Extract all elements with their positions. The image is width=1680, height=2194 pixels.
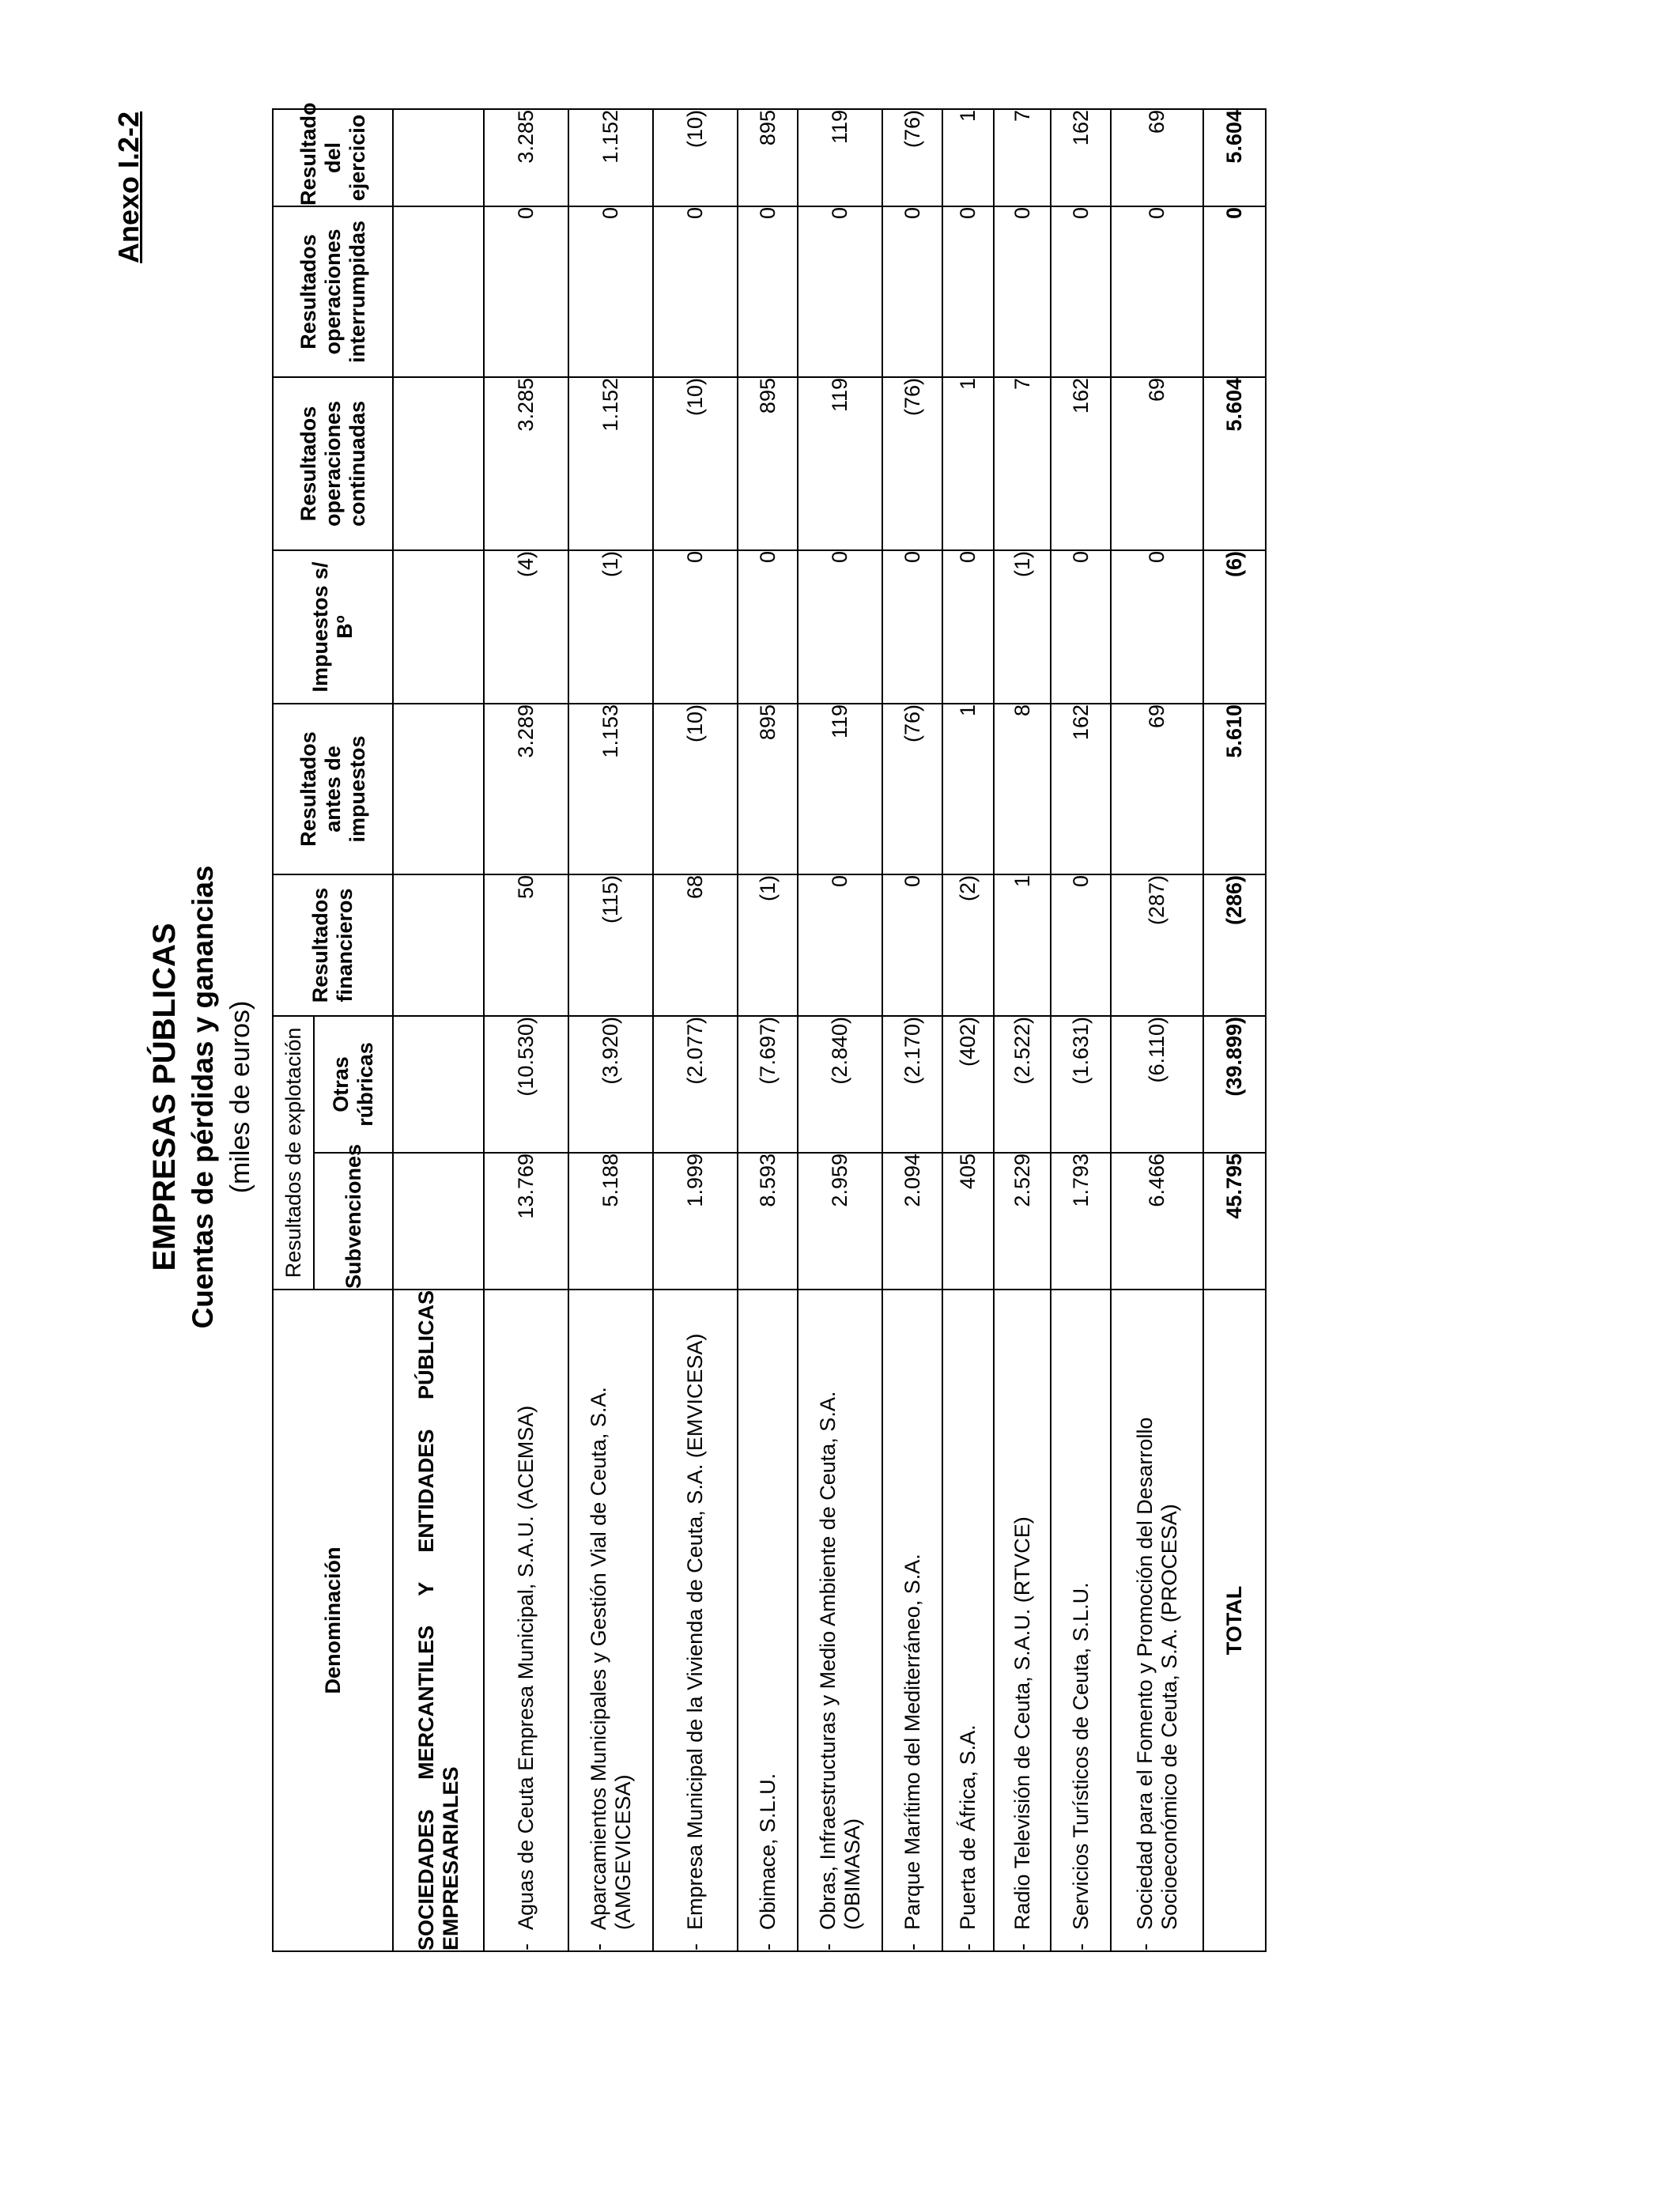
row-denominacion <box>994 1290 1051 1951</box>
cell-subvenciones: 6.466 <box>1111 1153 1203 1290</box>
cell-antes: 1 <box>942 704 994 874</box>
company-name: Radio Televisión de Ceuta, S.A.U. (RTVCE) <box>1010 1516 1034 1930</box>
cell-otras: (6.110) <box>1111 1016 1203 1153</box>
table-row <box>738 109 798 1951</box>
header-impuestos: Impuestos s/ Bº <box>273 550 393 704</box>
header-explotacion-group: Resultados de explotación <box>273 1016 314 1290</box>
table-row <box>568 109 653 1951</box>
total-impuestos: (6) <box>1203 550 1266 704</box>
cell-subvenciones: 405 <box>942 1153 994 1290</box>
total-interrumpidas: 0 <box>1203 206 1266 377</box>
cell-antes: 162 <box>1051 704 1111 874</box>
table-row <box>1111 109 1203 1951</box>
cell-subvenciones: 2.959 <box>798 1153 882 1290</box>
row-denominacion <box>653 1290 738 1951</box>
cell-interrumpidas: 0 <box>1111 206 1203 377</box>
page-title: EMPRESAS PÚBLICAS <box>147 923 182 1271</box>
cell-otras: (2.840) <box>798 1016 882 1153</box>
cell-impuestos: 0 <box>653 550 738 704</box>
cell-continuadas: 1.152 <box>568 377 653 550</box>
cell-continuadas: 7 <box>994 377 1051 550</box>
table-row <box>484 109 568 1951</box>
company-name: Obras, Infraestructuras y Medio Ambiente de Ceuta, S.A. (OBIMASA) <box>815 1391 864 1930</box>
page-subtitle: Cuentas de pérdidas y ganancias <box>187 865 219 1329</box>
company-name: Servicios Turísticos de Ceuta, S.L.U. <box>1068 1582 1093 1930</box>
cell-ejercicio: 162 <box>1051 109 1111 206</box>
cell-financieros: 0 <box>798 874 882 1016</box>
row-denominacion <box>738 1290 798 1951</box>
company-name: Empresa Municipal de la Vivienda de Ceuta, S.A. (EMVICESA) <box>683 1333 707 1930</box>
cell-impuestos: (4) <box>484 550 568 704</box>
row-denominacion <box>798 1290 882 1951</box>
cell-subvenciones: 2.094 <box>882 1153 942 1290</box>
cell-impuestos: 0 <box>798 550 882 704</box>
section-row <box>393 109 484 1951</box>
cell-otras: (402) <box>942 1016 994 1153</box>
cell-financieros: 50 <box>484 874 568 1016</box>
total-otras: (39.899) <box>1203 1016 1266 1153</box>
cell-impuestos: 0 <box>942 550 994 704</box>
units-label: (miles de euros) <box>225 1000 255 1194</box>
list-dash: - <box>900 1943 924 1950</box>
cell-continuadas: 162 <box>1051 377 1111 550</box>
cell-financieros: 0 <box>1051 874 1111 1016</box>
cell-ejercicio: (76) <box>882 109 942 206</box>
cell-otras: (10.530) <box>484 1016 568 1153</box>
cell-otras: (2.170) <box>882 1016 942 1153</box>
cell-ejercicio: 1.152 <box>568 109 653 206</box>
cell-antes: 895 <box>738 704 798 874</box>
cell-continuadas: 1 <box>942 377 994 550</box>
company-name: Parque Marítimo del Mediterráneo, S.A. <box>900 1554 924 1930</box>
list-dash: - <box>815 1943 840 1950</box>
cell-interrumpidas: 0 <box>568 206 653 377</box>
header-interrumpidas: Resultados operaciones interrumpidas <box>273 206 393 377</box>
company-name: Aguas de Ceuta Empresa Municipal, S.A.U. (ACEMSA) <box>514 1405 538 1930</box>
results-table <box>272 102 1267 1952</box>
cell-continuadas: (76) <box>882 377 942 550</box>
cell-interrumpidas: 0 <box>882 206 942 377</box>
annex-label: Anexo I.2-2 <box>112 111 145 263</box>
cell-otras: (2.077) <box>653 1016 738 1153</box>
cell-impuestos: 0 <box>1111 550 1203 704</box>
cell-antes: 69 <box>1111 704 1203 874</box>
cell-interrumpidas: 0 <box>653 206 738 377</box>
total-antes: 5.610 <box>1203 704 1266 874</box>
cell-antes: 8 <box>994 704 1051 874</box>
cell-financieros: 0 <box>882 874 942 1016</box>
header-continuadas: Resultados operaciones continuadas <box>273 377 393 550</box>
cell-antes: (10) <box>653 704 738 874</box>
total-subvenciones: 45.795 <box>1203 1153 1266 1290</box>
company-name: Obimace, S.L.U. <box>755 1773 780 1930</box>
table-row <box>942 109 994 1951</box>
row-denominacion <box>568 1290 653 1951</box>
cell-interrumpidas: 0 <box>484 206 568 377</box>
row-denominacion <box>1111 1290 1203 1951</box>
cell-ejercicio: 119 <box>798 109 882 206</box>
cell-impuestos: (1) <box>994 550 1051 704</box>
cell-antes: (76) <box>882 704 942 874</box>
list-dash: - <box>1068 1943 1093 1950</box>
header-financieros: Resultados financieros <box>273 874 393 1016</box>
cell-impuestos: (1) <box>568 550 653 704</box>
table-row <box>994 109 1051 1951</box>
list-dash: - <box>956 1943 980 1950</box>
row-denominacion <box>1051 1290 1111 1951</box>
cell-continuadas: 69 <box>1111 377 1203 550</box>
cell-impuestos: 0 <box>882 550 942 704</box>
cell-otras: (1.631) <box>1051 1016 1111 1153</box>
cell-impuestos: 0 <box>1051 550 1111 704</box>
total-row <box>1203 109 1266 1951</box>
cell-ejercicio: 895 <box>738 109 798 206</box>
company-name: Sociedad para el Fomento y Promoción del Desarrollo Socioeconómico de Ceuta, S.A. (PROCESA) <box>1132 1417 1181 1930</box>
cell-interrumpidas: 0 <box>738 206 798 377</box>
table-row <box>798 109 882 1951</box>
list-dash: - <box>1010 1943 1034 1950</box>
cell-ejercicio: 1 <box>942 109 994 206</box>
cell-otras: (3.920) <box>568 1016 653 1153</box>
list-dash: - <box>1132 1943 1157 1950</box>
table-row <box>882 109 942 1951</box>
cell-otras: (7.697) <box>738 1016 798 1153</box>
cell-continuadas: 895 <box>738 377 798 550</box>
section-title: SOCIEDADES MERCANTILES Y ENTIDADES PÚBLICAS EMPRESARIALES <box>413 1290 462 1950</box>
cell-financieros: 68 <box>653 874 738 1016</box>
row-denominacion <box>484 1290 568 1951</box>
cell-interrumpidas: 0 <box>994 206 1051 377</box>
cell-financieros: (115) <box>568 874 653 1016</box>
total-ejercicio: 5.604 <box>1203 109 1266 206</box>
table-row <box>1051 109 1111 1951</box>
cell-ejercicio: (10) <box>653 109 738 206</box>
cell-continuadas: 119 <box>798 377 882 550</box>
cell-ejercicio: 7 <box>994 109 1051 206</box>
list-dash: - <box>514 1943 538 1950</box>
cell-ejercicio: 69 <box>1111 109 1203 206</box>
cell-financieros: 1 <box>994 874 1051 1016</box>
cell-interrumpidas: 0 <box>942 206 994 377</box>
list-dash: - <box>755 1943 780 1950</box>
cell-subvenciones: 5.188 <box>568 1153 653 1290</box>
cell-antes: 3.289 <box>484 704 568 874</box>
cell-subvenciones: 1.999 <box>653 1153 738 1290</box>
cell-financieros: (2) <box>942 874 994 1016</box>
cell-subvenciones: 8.593 <box>738 1153 798 1290</box>
company-name: Aparcamientos Municipales y Gestión Vial de Ceuta, S.A. (AMGEVICESA) <box>586 1387 635 1930</box>
cell-subvenciones: 1.793 <box>1051 1153 1111 1290</box>
cell-otras: (2.522) <box>994 1016 1051 1153</box>
total-label: TOTAL <box>1203 1290 1266 1951</box>
cell-impuestos: 0 <box>738 550 798 704</box>
cell-continuadas: (10) <box>653 377 738 550</box>
total-continuadas: 5.604 <box>1203 377 1266 550</box>
cell-continuadas: 3.285 <box>484 377 568 550</box>
cell-financieros: (1) <box>738 874 798 1016</box>
header-antes-impuestos: Resultados antes de impuestos <box>273 704 393 874</box>
row-denominacion <box>882 1290 942 1951</box>
table-row <box>653 109 738 1951</box>
cell-subvenciones: 13.769 <box>484 1153 568 1290</box>
row-denominacion <box>942 1290 994 1951</box>
cell-antes: 119 <box>798 704 882 874</box>
cell-financieros: (287) <box>1111 874 1203 1016</box>
list-dash: - <box>586 1943 610 1950</box>
cell-antes: 1.153 <box>568 704 653 874</box>
header-denominacion: Denominación <box>273 1290 393 1951</box>
cell-interrumpidas: 0 <box>1051 206 1111 377</box>
total-financieros: (286) <box>1203 874 1266 1016</box>
cell-ejercicio: 3.285 <box>484 109 568 206</box>
header-otras-rubricas: Otras rúbricas <box>314 1016 393 1153</box>
cell-interrumpidas: 0 <box>798 206 882 377</box>
header-subvenciones: Subvenciones <box>314 1153 393 1290</box>
company-name: Puerta de África, S.A. <box>956 1724 980 1930</box>
list-dash: - <box>683 1943 707 1950</box>
cell-subvenciones: 2.529 <box>994 1153 1051 1290</box>
header-ejercicio: Resultado del ejercicio <box>273 109 393 206</box>
